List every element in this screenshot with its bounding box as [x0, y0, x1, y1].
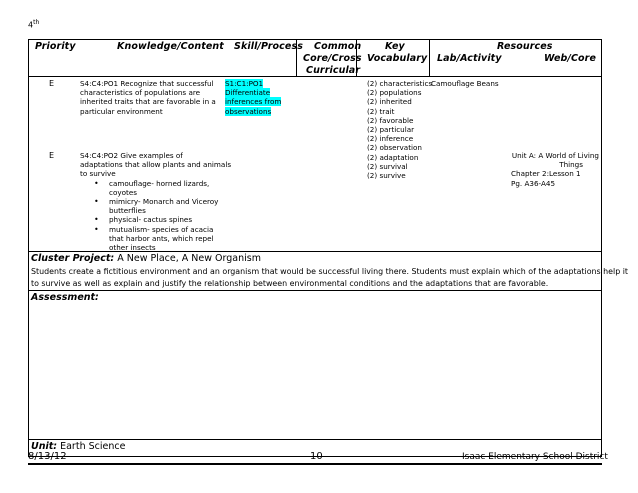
header-vocabulary: Vocabulary: [367, 53, 428, 64]
vocab-item: (2) inference: [367, 134, 414, 144]
header-resources: Resources: [497, 41, 553, 52]
footer-district: Isaac Elementary School District: [462, 452, 608, 462]
vocab-item: (2) survive: [367, 171, 406, 181]
vocab-item: (2) inherited: [367, 97, 412, 107]
cluster-project-heading: Cluster Project: A New Place, A New Organism: [31, 253, 261, 264]
row2-priority: E: [49, 151, 55, 160]
row1-lab-activity: Camouflage Beans: [431, 79, 499, 88]
vocab-item: (2) observation: [367, 143, 422, 153]
list-item: • mutualism- species of acacia that harbor ants, which repel other insects: [91, 225, 240, 253]
row1-knowledge: S4:C4:PO1 Recognize that successful characteristics of populations are inherited traits that are favorable in a particular environment: [80, 79, 216, 116]
list-item: • mimicry- Monarch and Viceroy butterflies: [91, 197, 240, 215]
cluster-divider: [29, 251, 601, 252]
vocab-item: (2) particular: [367, 125, 415, 135]
vocab-item: (2) populations: [367, 88, 422, 98]
assessment-heading: Assessment:: [31, 292, 99, 303]
footer-page-number: 10: [310, 451, 323, 462]
list-item: • physical- cactus spines: [91, 215, 240, 224]
header-bottom-border: [29, 76, 601, 77]
row2-resources: Unit A: A World of Living Things Chapter 2:Lesson 1 Pg. A36-A45: [511, 151, 599, 188]
header-key: Key: [385, 41, 405, 52]
vocab-item: (2) survival: [367, 161, 408, 171]
header-web-core: Web/Core: [544, 53, 597, 64]
assessment-divider: [29, 290, 601, 291]
adaptation-examples-list: [91, 179, 240, 253]
header-lab-activity: Lab/Activity: [437, 53, 502, 64]
vocabulary-list: [367, 79, 432, 180]
header-curricular: Curricular: [306, 65, 361, 76]
footer-rule: [28, 463, 602, 465]
list-item: • camouflage- horned lizards, coyotes: [91, 179, 240, 197]
vocab-item: (2) trait: [367, 106, 395, 116]
header-skill: Skill/Process: [234, 41, 303, 52]
row1-skill: S1:C1:PO1 Differentiate inferences from observations: [225, 79, 282, 116]
row2-knowledge: S4:C4:PO2 Give examples of adaptations that allow plants and animals to survive • camouflage- horned lizards, coyotes • mimicry- Monarch and Viceroy butterflies • physical- cactus spines • mutualism- species of acacia that harbor ants, which repel other insects: [80, 151, 240, 252]
vocab-item: (2) adaptation: [367, 152, 419, 162]
header-core-cross: Core/Cross: [303, 53, 362, 64]
unit-heading: Unit: Earth Science: [31, 441, 126, 452]
header-common: Common: [314, 41, 362, 52]
header-priority: Priority: [35, 41, 76, 52]
row1-priority: E: [49, 79, 55, 88]
header-knowledge: Knowledge/Content: [117, 41, 224, 52]
unit-divider: [29, 439, 601, 440]
footer-date: 8/13/12: [28, 451, 67, 462]
vocab-item: (2) characteristics: [367, 79, 433, 88]
grade-label: 4th: [28, 19, 40, 30]
vocab-item: (2) favorable: [367, 115, 414, 125]
header-divider: [429, 40, 430, 77]
cluster-project-description: Students create a fictitious environment and an organism that would be successful living there. Students must explain which of the adaptations help it to survive as well as explain and justify the relationship between environmental conditions and the adaptations that are favorable.: [31, 267, 629, 288]
